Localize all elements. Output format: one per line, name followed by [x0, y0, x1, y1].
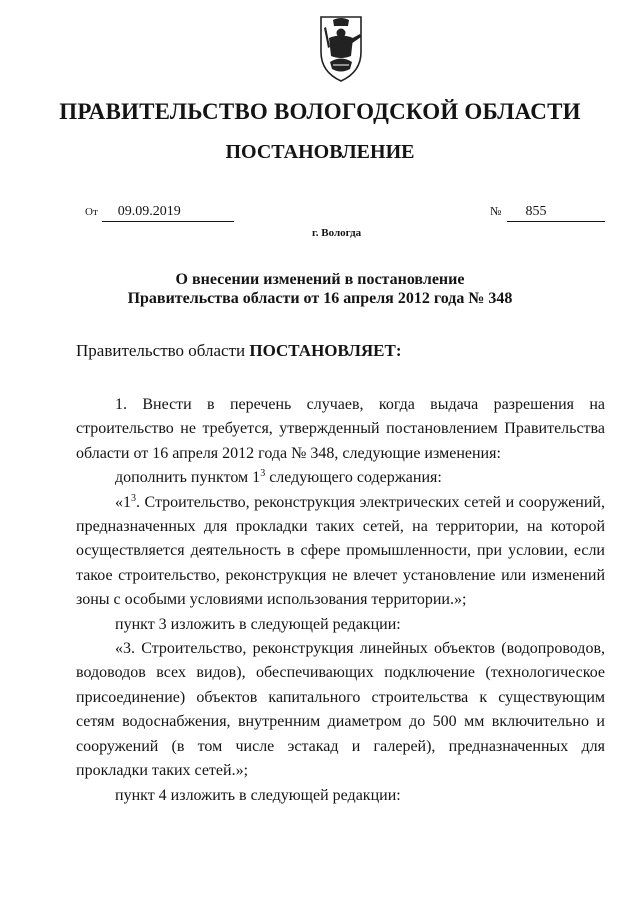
preamble: [76, 341, 402, 361]
paragraph-1: 1. Внести в перечень случаев, когда выдача разрешения на строительство не требуется, утвержденный постановлением Правительства области от 16 апреля 2012 года № 348, следующие изменения:: [76, 396, 605, 462]
paragraph-2-tail: следующего содержания:: [265, 469, 442, 487]
coat-of-arms-emblem: [318, 14, 364, 84]
number-field: [490, 204, 605, 222]
paragraph-2: [76, 466, 605, 490]
paragraph-3: [76, 491, 605, 613]
paragraph-6: пункт 4 изложить в следующей редакции:: [115, 786, 401, 804]
date-value: 09.09.2019: [102, 204, 234, 222]
subject-line-2: Правительства области от 16 апреля 2012 года № 348: [127, 290, 513, 307]
number-label: №: [490, 204, 502, 218]
document-body: [76, 393, 605, 808]
paragraph-3-text: «1: [115, 493, 131, 511]
paragraph-3-tail: . Строительство, реконструкция электрических сетей и сооружений, предназначенных для прокладки таких сетей, на территории, на которой осуществляется деятельность в сфере промышленности, при условии, если такое строительство, реконструкция не влечет установление или изменений зоны с особыми условиями использования территории.»;: [76, 493, 605, 609]
date-field: [85, 204, 234, 222]
date-label: От: [85, 206, 98, 218]
number-value: 855: [507, 204, 605, 222]
city-label: г. Вологда: [312, 227, 362, 239]
paragraph-4: пункт 3 изложить в следующей редакции:: [115, 615, 401, 633]
document-subject: [0, 270, 640, 308]
superscript: 3: [131, 492, 136, 504]
document-type: ПОСТАНОВЛЕНИЕ: [225, 141, 415, 163]
superscript: 3: [260, 468, 266, 480]
preamble-text: Правительство области: [76, 341, 246, 360]
subject-line-1: О внесении изменений в постановление: [175, 271, 465, 288]
paragraph-5: «3. Строительство, реконструкция линейных объектов (водопроводов, водоводов всех видов), обеспечивающих подключение (технологическое присоединение) объектов капитального строительства к существующим сетям водоснабжения, внутренним диаметром до 500 мм включительно и сооружений (в том числе эстакад и галерей), предназначенных для прокладки таких сетей.»;: [76, 640, 605, 780]
paragraph-2-text: дополнить пунктом 1: [115, 469, 261, 487]
government-title: ПРАВИТЕЛЬСТВО ВОЛОГОДСКОЙ ОБЛАСТИ: [59, 99, 581, 124]
preamble-emphasis: ПОСТАНОВЛЯЕТ:: [249, 341, 402, 360]
